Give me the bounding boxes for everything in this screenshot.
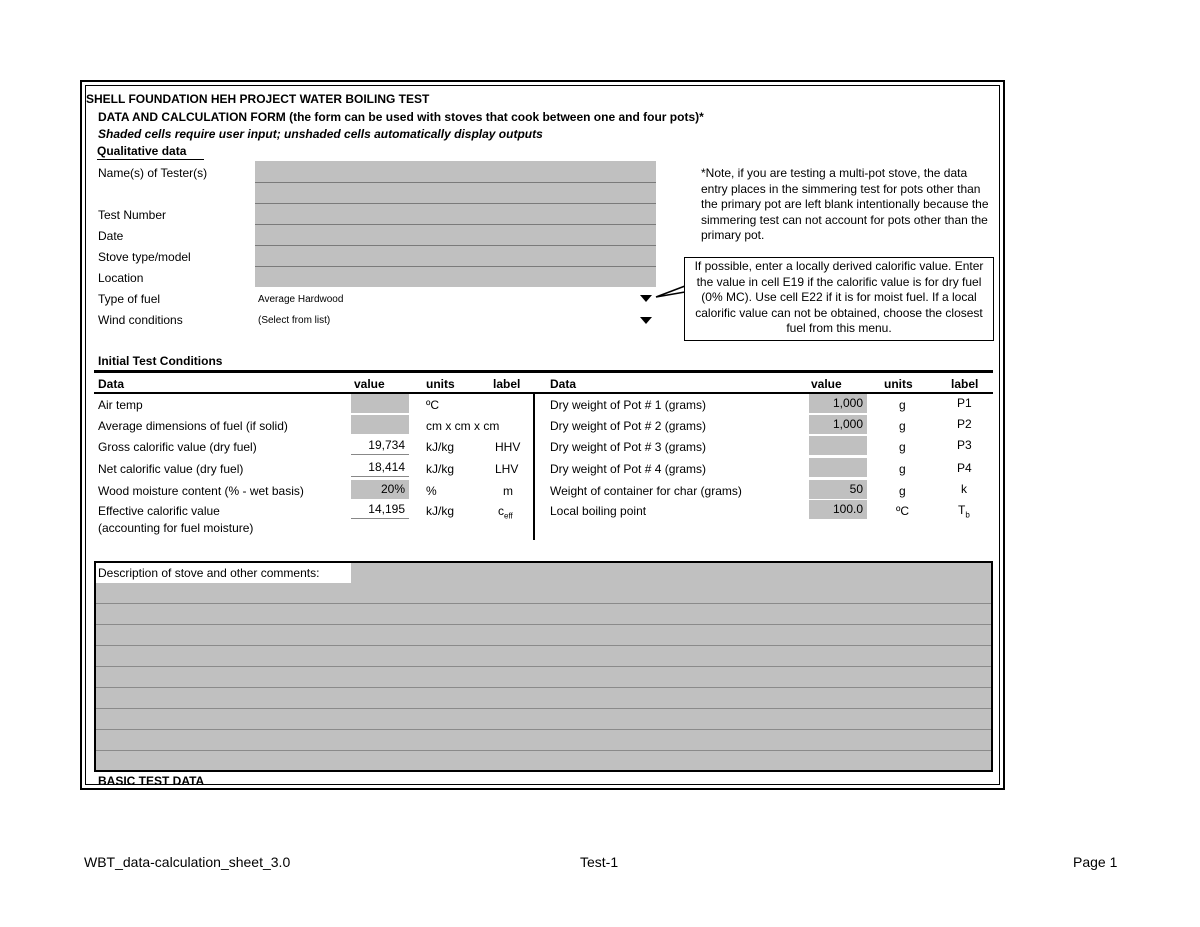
- label-base: c: [498, 504, 504, 518]
- moisture-content-input[interactable]: 20%: [351, 480, 409, 499]
- left-row-label: HHV: [495, 440, 521, 454]
- section-rule: [94, 370, 993, 373]
- fuel-type-dropdown-icon[interactable]: [640, 295, 652, 302]
- right-row-units: g: [899, 398, 906, 412]
- fuel-type-label: Type of fuel: [98, 292, 161, 306]
- description-input-area[interactable]: [96, 583, 991, 770]
- test-number-label: Test Number: [98, 208, 167, 222]
- left-row-units: kJ/kg: [426, 440, 455, 454]
- wind-conditions-label: Wind conditions: [98, 313, 183, 327]
- left-row-name: Average dimensions of fuel (if solid): [98, 419, 288, 433]
- right-row-name: Dry weight of Pot # 1 (grams): [550, 398, 707, 412]
- left-row-name-continued: (accounting for fuel moisture): [98, 521, 254, 535]
- form-subtitle: DATA AND CALCULATION FORM (the form can be used with stoves that cook between one and four pots)*: [98, 110, 704, 124]
- right-row-label: P2: [957, 417, 972, 431]
- col-header-label-right: label: [951, 377, 979, 391]
- label-subscript: b: [965, 510, 970, 520]
- col-header-value-right: value: [811, 377, 842, 391]
- left-row-name: Effective calorific value: [98, 504, 220, 518]
- form-title: SHELL FOUNDATION HEH PROJECT WATER BOILING TEST: [86, 92, 430, 106]
- right-row-label: P3: [957, 438, 972, 452]
- description-line: [96, 645, 991, 646]
- pot1-weight-input[interactable]: 1,000: [809, 394, 867, 413]
- input-divider: [255, 203, 656, 204]
- column-divider: [533, 393, 535, 540]
- description-line: [96, 708, 991, 709]
- description-input-first-line[interactable]: [351, 563, 991, 583]
- col-header-data-right: Data: [550, 377, 577, 391]
- right-row-label: k: [961, 482, 967, 496]
- air-temp-input[interactable]: [351, 394, 409, 413]
- left-row-units: %: [426, 484, 437, 498]
- left-row-units: kJ/kg: [426, 504, 455, 518]
- testers-label: Name(s) of Tester(s): [98, 166, 208, 180]
- description-line: [96, 729, 991, 730]
- right-row-units: ºC: [896, 504, 910, 518]
- left-row-label: m: [503, 484, 513, 498]
- col-header-units-left: units: [426, 377, 455, 391]
- stove-model-label: Stove type/model: [98, 250, 191, 264]
- basic-test-data-heading: BASIC TEST DATA: [98, 774, 205, 788]
- callout-pointer: [654, 280, 688, 304]
- left-row-units: cm x cm x cm: [426, 419, 500, 433]
- qualitative-heading: Qualitative data: [97, 144, 204, 160]
- label-base: T: [958, 503, 966, 517]
- right-row-name: Local boiling point: [550, 504, 647, 518]
- right-row-name: Dry weight of Pot # 2 (grams): [550, 419, 707, 433]
- label-subscript: eff: [504, 511, 513, 521]
- footer-sheet-name: Test-1: [580, 854, 619, 870]
- pot4-weight-input[interactable]: [809, 458, 867, 477]
- left-row-label: LHV: [495, 462, 519, 476]
- net-calorific-value: 18,414: [351, 458, 409, 477]
- left-row-name: Net calorific value (dry fuel): [98, 462, 244, 476]
- right-row-units: g: [899, 462, 906, 476]
- right-row-units: g: [899, 440, 906, 454]
- left-row-name: Air temp: [98, 398, 143, 412]
- wind-conditions-dropdown-icon[interactable]: [640, 317, 652, 324]
- wind-conditions-select[interactable]: (Select from list): [258, 315, 331, 326]
- right-row-units: g: [899, 484, 906, 498]
- pot3-weight-input[interactable]: [809, 436, 867, 455]
- right-row-label: P1: [957, 396, 972, 410]
- col-header-units-right: units: [884, 377, 913, 391]
- right-row-name: Dry weight of Pot # 3 (grams): [550, 440, 707, 454]
- calorific-value-callout: If possible, enter a locally derived calorific value. Enter the value in cell E19 if the calorific value is for dry fuel (0% MC). Use cell E22 if it is for moist fuel. If a local calorific value can not be obtained, choose the closest fuel from this menu.: [684, 257, 994, 341]
- col-header-label-left: label: [493, 377, 521, 391]
- multi-pot-note: *Note, if you are testing a multi-pot stove, the data entry places in the simmering test for pots other than the primary pot are left blank intentionally because the simmering test can not account for pots other than the primary pot.: [701, 166, 989, 243]
- location-label: Location: [98, 271, 144, 285]
- left-row-name: Wood moisture content (% - wet basis): [98, 484, 304, 498]
- right-row-name: Weight of container for char (grams): [550, 484, 742, 498]
- left-row-units: ºC: [426, 398, 440, 412]
- description-line: [96, 624, 991, 625]
- fuel-dimensions-input[interactable]: [351, 415, 409, 434]
- footer-page-number: Page 1: [1073, 854, 1118, 870]
- initial-conditions-heading: Initial Test Conditions: [98, 354, 223, 368]
- left-row-units: kJ/kg: [426, 462, 455, 476]
- input-divider: [255, 182, 656, 183]
- date-label: Date: [98, 229, 124, 243]
- right-row-label: P4: [957, 461, 972, 475]
- input-divider: [255, 245, 656, 246]
- input-divider: [255, 224, 656, 225]
- description-label: Description of stove and other comments:: [98, 566, 320, 580]
- right-row-units: g: [899, 419, 906, 433]
- right-row-name: Dry weight of Pot # 4 (grams): [550, 462, 707, 476]
- left-row-label: [498, 504, 513, 520]
- right-row-label: [958, 503, 970, 519]
- effective-calorific-value: 14,195: [351, 500, 409, 519]
- gross-calorific-value: 19,734: [351, 436, 409, 455]
- footer-filename: WBT_data-calculation_sheet_3.0: [84, 854, 291, 870]
- col-header-value-left: value: [354, 377, 385, 391]
- col-header-data-left: Data: [98, 377, 125, 391]
- description-line: [96, 687, 991, 688]
- description-line: [96, 750, 991, 751]
- boiling-point-input[interactable]: 100.0: [809, 500, 867, 519]
- left-row-name: Gross calorific value (dry fuel): [98, 440, 257, 454]
- char-container-input[interactable]: 50: [809, 480, 867, 499]
- description-line: [96, 666, 991, 667]
- input-divider: [255, 266, 656, 267]
- fuel-type-select[interactable]: Average Hardwood: [258, 294, 344, 305]
- form-instruction: Shaded cells require user input; unshaded cells automatically display outputs: [98, 127, 543, 141]
- pot2-weight-input[interactable]: 1,000: [809, 415, 867, 434]
- description-line: [96, 603, 991, 604]
